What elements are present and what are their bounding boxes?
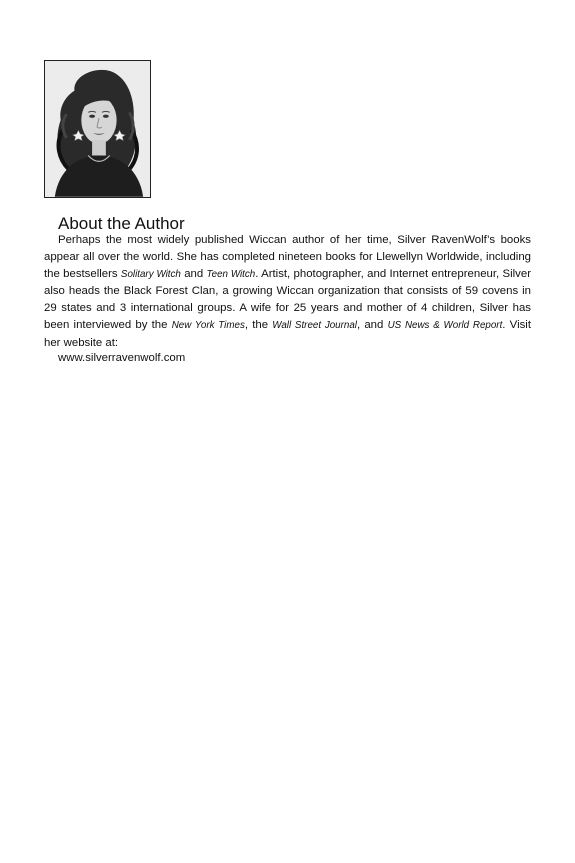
book-title-teen-witch: Teen Witch xyxy=(206,268,256,280)
bio-text: , the xyxy=(244,318,273,331)
author-website: www.silverravenwolf.com xyxy=(58,352,186,364)
author-photo xyxy=(44,60,151,198)
bio-text: , and xyxy=(356,318,388,331)
author-bio-paragraph xyxy=(44,232,531,352)
bio-text: . Visit her website at: xyxy=(44,318,531,349)
author-portrait-image xyxy=(45,61,150,197)
publication-us-news: US News & World Report xyxy=(387,319,503,331)
bio-text: and xyxy=(180,267,207,280)
bio-text: . Artist, photographer, and Internet entrepreneur, Silver also heads the Black Forest Clan, a growing Wiccan organization that consists of 59 covens in 29 states and 3 international groups. A wife for 25 years and mother of 4 children, Silver has been interviewed by the xyxy=(44,267,531,331)
book-title-solitary-witch: Solitary Witch xyxy=(120,268,181,280)
bio-text: Perhaps the most widely published Wiccan author of her time, Silver RavenWolf’s books appear all over the world. She has completed nineteen books for Llewellyn Worldwide, including the bestsellers xyxy=(44,234,531,280)
publication-wall-street-journal: Wall Street Journal xyxy=(272,319,357,331)
publication-new-york-times: New York Times xyxy=(171,319,245,331)
about-author-heading: About the Author xyxy=(58,214,185,233)
